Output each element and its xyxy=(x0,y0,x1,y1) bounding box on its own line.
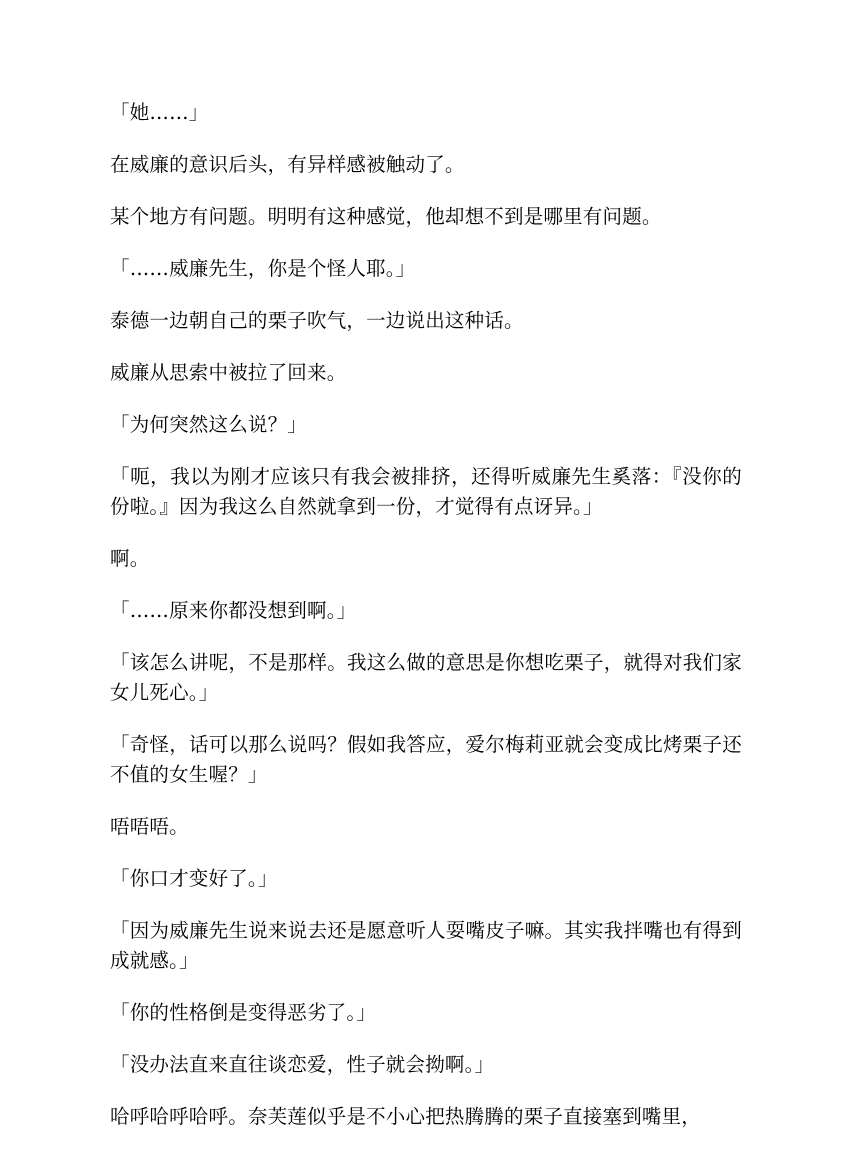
paragraph-8: 「呃，我以为刚才应该只有我会被排挤，还得听威廉先生奚落：『没你的份啦。』因为我这么自然就拿到一份，才觉得有点讶异。」 xyxy=(110,465,742,518)
paragraph-13: 唔唔唔。 xyxy=(110,815,189,838)
paragraph-18: 哈呼哈呼哈呼。奈芙莲似乎是不小心把热腾腾的栗子直接塞到嘴里， xyxy=(110,1105,702,1128)
paragraph-2: 在威廉的意识后头，有异样感被触动了。 xyxy=(110,153,465,176)
paragraph-9: 啊。 xyxy=(110,547,150,570)
paragraph-1: 「她……」 xyxy=(110,101,209,124)
paragraph-16: 「你的性格倒是变得恶劣了。」 xyxy=(110,1001,377,1024)
paragraph-5: 泰德一边朝自己的栗子吹气，一边说出这种话。 xyxy=(110,309,524,332)
paragraph-6: 威廉从思索中被拉了回来。 xyxy=(110,361,347,384)
paragraph-15: 「因为威廉先生说来说去还是愿意听人耍嘴皮子嘛。其实我拌嘴也有得到成就感。」 xyxy=(110,919,742,972)
paragraph-3: 某个地方有问题。明明有这种感觉，他却想不到是哪里有问题。 xyxy=(110,205,662,228)
paragraph-10: 「……原来你都没想到啊。」 xyxy=(110,599,357,622)
paragraph-14: 「你口才变好了。」 xyxy=(110,867,278,890)
paragraph-12: 「奇怪，话可以那么说吗？假如我答应，爱尔梅莉亚就会变成比烤栗子还不值的女生喔？」 xyxy=(110,733,742,786)
paragraph-17: 「没办法直来直往谈恋爱，性子就会拗啊。」 xyxy=(110,1053,495,1076)
paragraph-7: 「为何突然这么说？」 xyxy=(110,413,308,436)
paragraph-4: 「……威廉先生，你是个怪人耶。」 xyxy=(110,257,416,280)
document-body xyxy=(110,98,742,1154)
paragraph-11: 「该怎么讲呢，不是那样。我这么做的意思是你想吃栗子，就得对我们家女儿死心。」 xyxy=(110,651,742,704)
